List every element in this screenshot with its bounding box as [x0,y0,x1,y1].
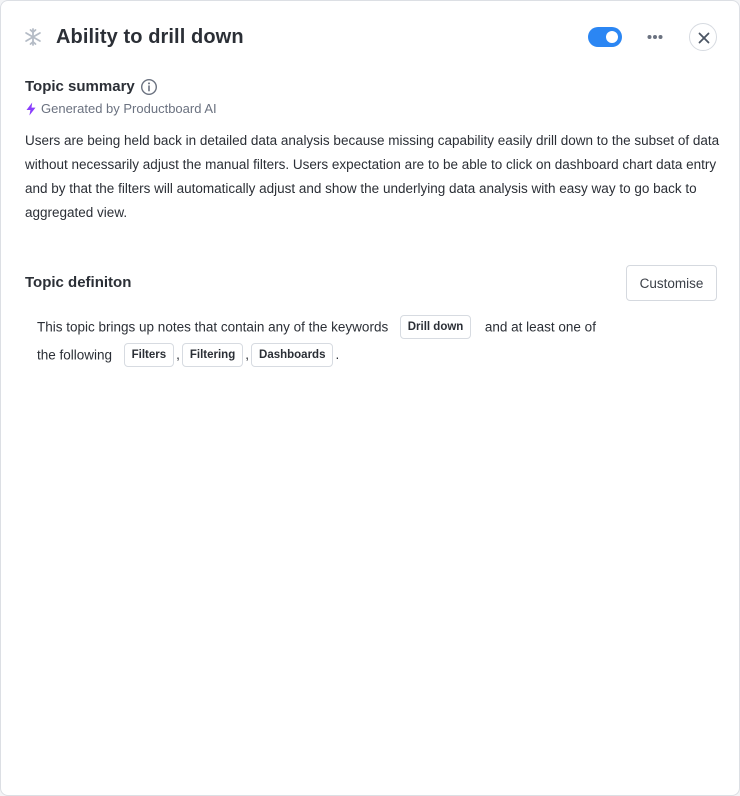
keyword-chip[interactable]: Drill down [400,315,472,339]
keyword-chip[interactable]: Dashboards [251,343,333,367]
definition-one-of-prefix: the following [37,347,113,363]
separator: , [176,347,180,363]
terminator: . [335,347,340,363]
toggle-knob [606,31,618,43]
topic-summary-heading: Topic summary [25,78,135,95]
separator: , [245,347,250,363]
generated-by-text: Generated by Productboard AI [41,101,217,116]
page-title: Ability to drill down [56,26,244,48]
topic-summary-text: Users are being held back in detailed data analysis because missing capability easily drill down to the subset of data without necessarily adjust the manual filters. Users expectation are to be able to click on dashboard chart data entry and by that the filters will automatically adjust and show the underlying data analysis with easy way to go back to aggregated view. [25,133,720,220]
lightning-icon [25,102,37,116]
definition-any-prefix: This topic brings up notes that contain any of the keywords [37,319,389,335]
info-icon[interactable] [140,78,158,96]
customise-button[interactable]: Customise [626,265,717,301]
more-horizontal-icon [641,25,669,49]
definition-line-one-of [37,343,341,367]
close-button[interactable] [689,23,717,51]
close-icon [697,31,711,45]
snowflake-icon [23,27,43,47]
definition-line-any [37,315,596,339]
more-options-button[interactable] [641,25,669,49]
topic-definition-heading: Topic definiton [25,274,132,291]
topic-enabled-toggle[interactable] [588,27,622,47]
definition-any-suffix: and at least one of [484,319,596,335]
panel-header [1,1,739,73]
keyword-chip[interactable]: Filters [124,343,175,367]
keyword-chip[interactable]: Filtering [182,343,243,367]
